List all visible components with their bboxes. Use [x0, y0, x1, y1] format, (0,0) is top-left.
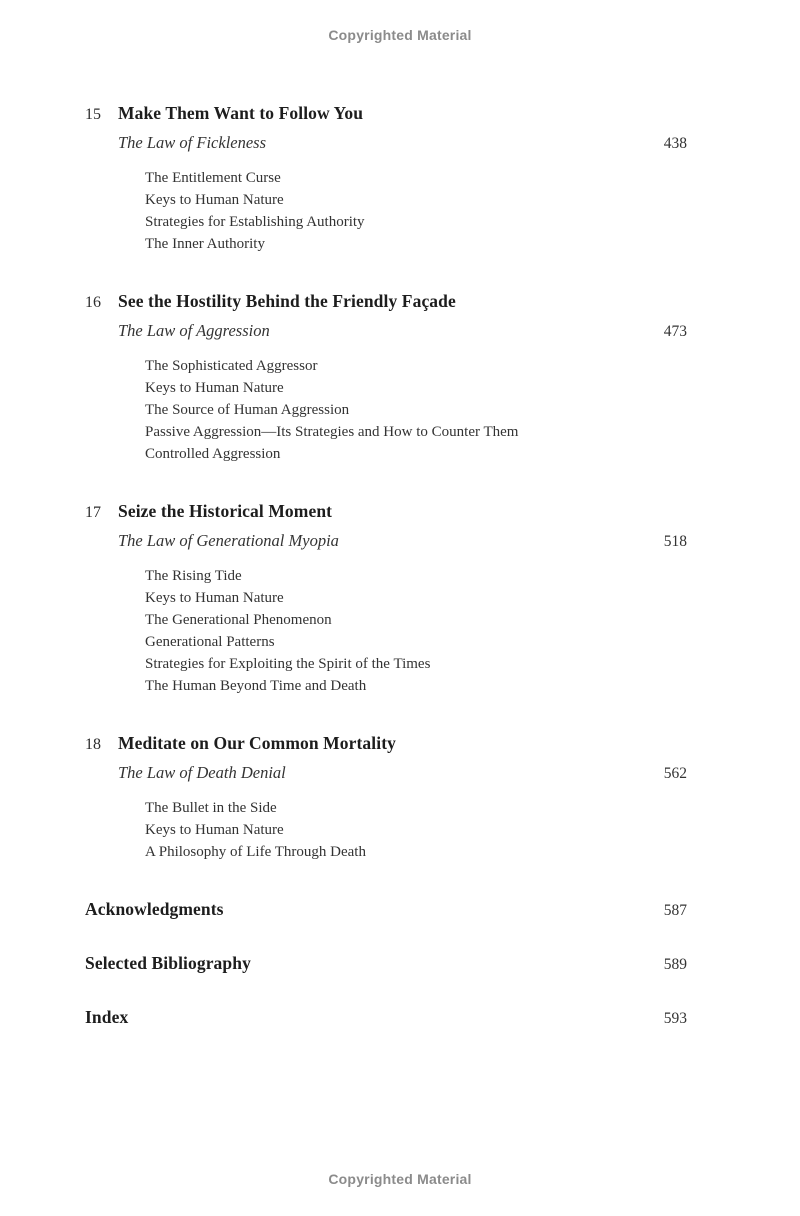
section-item: Keys to Human Nature — [145, 822, 284, 838]
section-item: Keys to Human Nature — [145, 380, 284, 396]
chapter-number: 17 — [85, 504, 101, 521]
back-matter-title: Selected Bibliography — [85, 953, 251, 973]
chapter-law-row — [85, 321, 687, 342]
chapter-law-subtitle: The Law of Death Denial — [118, 763, 286, 782]
chapter-page-number: 518 — [663, 533, 687, 550]
section-item: The Source of Human Aggression — [145, 402, 350, 418]
section-item: Strategies for Establishing Authority — [145, 214, 365, 230]
chapter-page-number: 473 — [663, 323, 687, 340]
section-item: Keys to Human Nature — [145, 590, 284, 606]
section-item: The Generational Phenomenon — [145, 612, 332, 628]
chapter-page-number: 562 — [663, 765, 687, 782]
copyright-banner-bottom: Copyrighted Material — [328, 1171, 472, 1187]
section-item: The Bullet in the Side — [145, 800, 277, 816]
chapter-title: Meditate on Our Common Mortality — [118, 733, 396, 753]
back-matter-entry-acknowledgments — [85, 899, 687, 921]
chapter-section-list — [85, 167, 687, 255]
chapter-law-row — [85, 531, 687, 552]
back-matter — [85, 899, 687, 1029]
toc-chapter-18 — [85, 733, 687, 863]
chapter-section-list — [85, 355, 687, 465]
chapter-number: 15 — [85, 106, 101, 123]
chapter-title: See the Hostility Behind the Friendly Façade — [118, 291, 456, 311]
back-matter-title: Index — [85, 1007, 129, 1027]
toc-chapter-16 — [85, 291, 687, 465]
chapter-title-row — [85, 501, 687, 523]
chapter-law-subtitle: The Law of Aggression — [118, 321, 270, 340]
section-item: Controlled Aggression — [145, 446, 281, 462]
chapter-title: Make Them Want to Follow You — [118, 103, 364, 123]
back-matter-page-number: 587 — [663, 902, 687, 919]
section-item: Generational Patterns — [145, 634, 275, 650]
section-item: The Inner Authority — [145, 236, 265, 252]
back-matter-entry-index — [85, 1007, 687, 1029]
section-item: Keys to Human Nature — [145, 192, 284, 208]
toc-chapter-17 — [85, 501, 687, 697]
chapter-law-subtitle: The Law of Fickleness — [118, 133, 267, 152]
chapter-number: 18 — [85, 736, 101, 753]
chapter-title-row — [85, 733, 687, 755]
section-item: The Sophisticated Aggressor — [145, 358, 318, 374]
chapter-law-subtitle: The Law of Generational Myopia — [118, 531, 339, 550]
chapter-number: 16 — [85, 294, 101, 311]
chapter-title-row — [85, 103, 687, 125]
chapter-title: Seize the Historical Moment — [118, 501, 333, 521]
section-item: Strategies for Exploiting the Spirit of the Times — [145, 656, 431, 672]
table-of-contents — [85, 103, 687, 1029]
chapter-law-row — [85, 133, 687, 154]
section-item: Passive Aggression—Its Strategies and How to Counter Them — [145, 424, 519, 440]
chapter-title-row — [85, 291, 687, 313]
copyright-banner-top: Copyrighted Material — [328, 27, 472, 43]
section-item: A Philosophy of Life Through Death — [145, 844, 366, 860]
section-item: The Rising Tide — [145, 568, 242, 584]
section-item: The Entitlement Curse — [145, 170, 281, 186]
back-matter-title: Acknowledgments — [85, 899, 224, 919]
chapter-section-list — [85, 797, 687, 863]
toc-chapter-15 — [85, 103, 687, 255]
chapter-law-row — [85, 763, 687, 784]
back-matter-entry-bibliography — [85, 953, 687, 975]
section-item: The Human Beyond Time and Death — [145, 678, 367, 694]
chapter-page-number: 438 — [663, 135, 687, 152]
chapter-section-list — [85, 565, 687, 697]
back-matter-page-number: 589 — [663, 956, 687, 973]
back-matter-page-number: 593 — [663, 1010, 687, 1027]
